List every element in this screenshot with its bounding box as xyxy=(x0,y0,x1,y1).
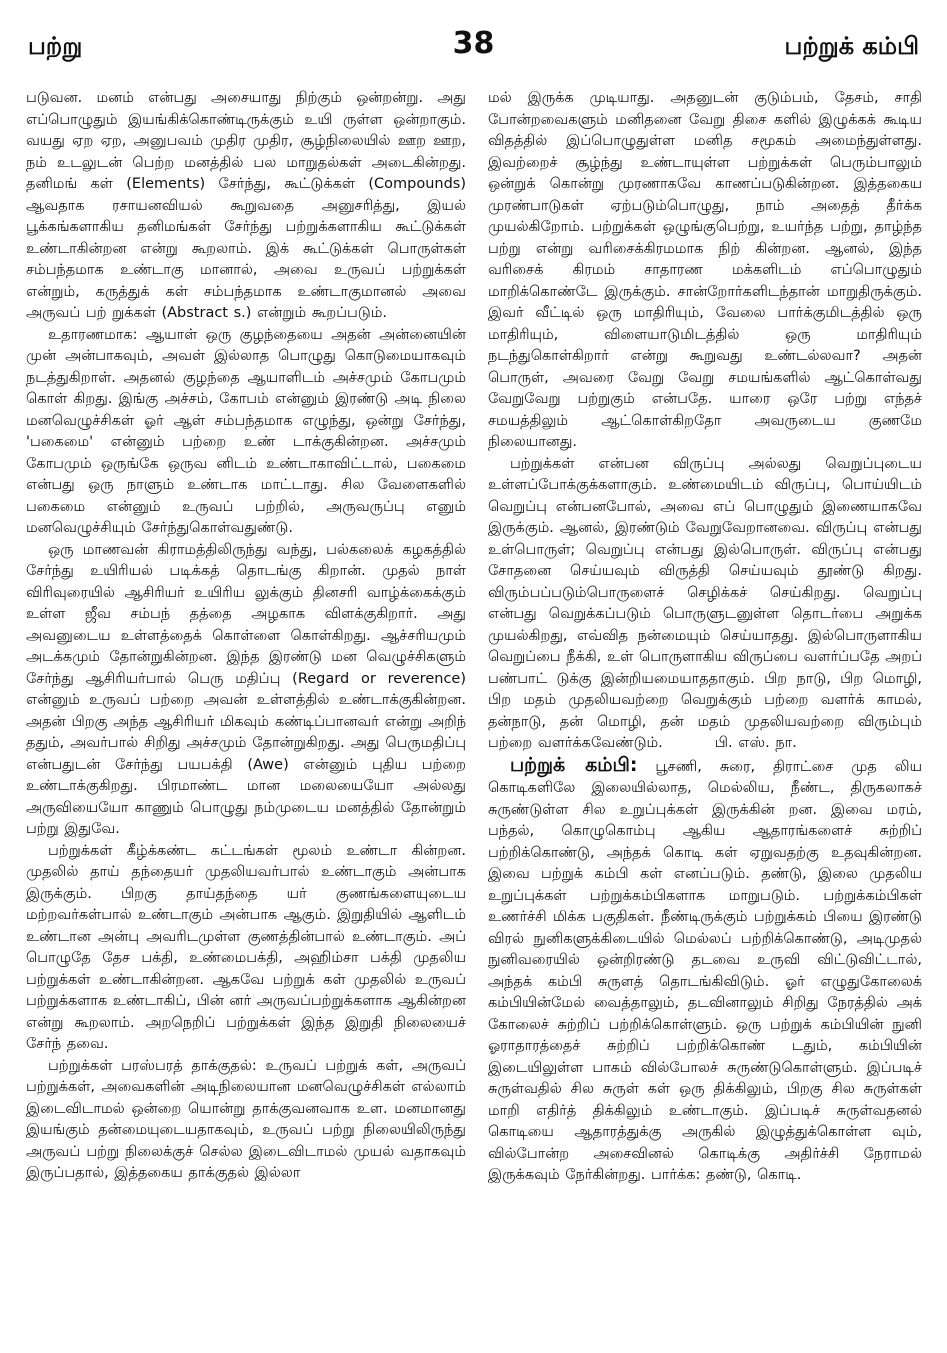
header-left-guideword: பற்று xyxy=(28,32,83,60)
author-signature: பி. எஸ். நா. xyxy=(714,735,797,751)
header-right-guideword: பற்றுக் கம்பி xyxy=(784,32,919,60)
paragraph: படுவன. மனம் என்பது அசையாது நிற்கும் ஒன்றன்று. அது எப்பொழுதும் இயங்கிக்கொண்டிருக்கும் உயி ருள்ள ஒன்றாகும். வயது ஏற ஏற, அனுபவம் முதிர முதிர, சூழ்நிலையில் ஊற ஊற, நம் உடலுடன் பெற்ற மனத்தில் பல மாறுதல்கள் அடைகின்றது. தனிமங் கள் (Elements) சேர்ந்து, கூட்டுக்கள் (Compounds) ஆவதாக ரசாயனவியல் கூறுவதை அனுசரித்து, இயல் பூக்கங்களாகிய தனிமங்கள் சேர்ந்து பற்றுக்களாகிய கூட்டுக்கள் உண்டாகின்றன என்று கூறலாம். இக் கூட்டுக்கள் பொருள்கள் சம்பந்தமாக உண்டாகு மானால், அவை உருவப் பற்றுக்கள் என்றும், கருத்துக் கள் சம்பந்தமாக உண்டாகுமானல் அவை அருவப் பற் றுக்கள் (Abstract s.) என்றும் கூறப்படும். xyxy=(26,90,466,321)
entry-paragraph xyxy=(488,755,922,1187)
page-header xyxy=(24,26,923,70)
paragraph xyxy=(488,454,922,755)
paragraph: ஒரு மாணவன் கிராமத்திலிருந்து வந்து, பல்கலைக் கழகத்தில் சேர்ந்து உயிரியல் படிக்கத் தொடங்கு கிறான். முதல் நாள் விரிவுரையில் ஆசிரியர் உயிரிய லுக்கும் தினசரி வாழ்க்கைக்கும் உள்ள ஜீவ சம்பந் தத்தை அழகாக விளக்குகிறார். அது அவனுடைய உள்ளத்தைக் கொள்ளை கொள்கிறது. ஆச்சரியமும் அடக்கமும் தோன்றுகின்றன. இந்த இரண்டு மன வெழுச்சிகளும் சேர்ந்து ஆசிரியர்பால் பெரு மதிப்பு (Regard or reverence) என்னும் உருவப் பற்றை அவன் உள்ளத்தில் உண்டாக்குகின்றன. அதன் பிறகு அந்த ஆசிரியர் மிகவும் கண்டிப்பானவர் என்று அறிந் ததும், அவர்பால் சிறிது அச்சமும் தோன்றுகிறது. அது பெருமதிப்பு என்பதுடன் சேர்ந்து பயபக்தி (Awe) என்னும் புதிய பற்றை உண்டாக்குகிறது. பிரமாண்ட மான மலையையோ அல்லது அருவியையோ காணும் பொழுது நம்முடைய மனத்தில் தோன்றும் பற்று இதுவே. xyxy=(26,541,466,837)
paragraph: பற்றுக்கள் பரஸ்பரத் தாக்குதல்: உருவப் பற்றுக் கள், அருவப் பற்றுக்கள், அவைகளின் அடிநிலையான மனவெழுச்சிகள் எல்லாம் இடைவிடாமல் ஒன்றை யொன்று தாக்குவனவாக உள. மனமானது இயங்கும் தன்மையுடையதாகவும், உருவப் பற்று நிலையிலிருந்து அருவப் பற்று நிலைக்குச் செல்ல இடைவிடாமல் முயல் வதாகவும் இருப்பதால், இத்தகைய தாக்குதல் இல்லா xyxy=(26,1057,466,1181)
page-number: 38 xyxy=(452,26,495,61)
paragraph: உதாரணமாக: ஆயாள் ஒரு குழந்தையை அதன் அன்னையின் முன் அன்பாகவும், அவள் இல்லாத பொழுது கொடுமையாகவும் நடத்துகிறாள். அதனல் குழந்தை ஆயாளிடம் அச்சமும் கோபமும் கொள் கிறது. இங்கு அச்சம், கோபம் என்னும் இரண்டு அடி நிலை மனவெழுச்சிகள் ஓர் ஆள் சம்பந்தமாக எழுந்து, ஒன்று சேர்ந்து, 'பகைமை' என்னும் பற்றை உண் டாக்குகின்றன. அச்சமும் கோபமும் ஒருங்கே ஒருவ னிடம் உண்டாகாவிட்டால், பகைமை என்பது ஒரு நாளும் உண்டாக மாட்டாது. சில வேளைகளில் பகைமை என்னும் உருவப் பற்றில், அருவருப்பு எனும் மனவெழுச்சியும் சேர்ந்துகொள்வதுண்டு. xyxy=(26,326,466,536)
right-column xyxy=(488,88,922,1187)
entry-headword: பற்றுக் கம்பி: xyxy=(510,753,638,776)
paragraph: பற்றுக்கள் கீழ்க்கண்ட கட்டங்கள் மூலம் உண்டா கின்றன. முதலில் தாய் தந்தையர் முதலியவர்பால் உண்டாகும் அன்பாக இருக்கும். பிறகு தாய்தந்தை யர் குணங்களையுடைய மற்றவர்கள்பால் உண்டாகும் அன்பாக ஆகும். இறுதியில் ஆளிடம் உண்டான அன்பு அவரிடமுள்ள குணத்தின்பால் உண்டாகும். அப் பொழுதே தேச பக்தி, உண்மைபக்தி, அஹிம்சா பக்தி முதலிய பற்றுக்கள் உண்டாகின்றன. ஆகவே பற்றுக் கள் முதலில் உருவப் பற்றுக்களாக உண்டாகிப், பின் னர் அருவப்பற்றுக்களாக ஆகின்றன என்று கூறலாம். அறநெறிப் பற்றுக்கள் இந்த இறுதி நிலையைச் சேர்ந் தவை. xyxy=(26,842,466,1052)
left-column xyxy=(26,88,466,1185)
paragraph-text: பற்றுக்கள் என்பன விருப்பு அல்லது வெறுப்புடைய உள்ளப்போக்குக்களாகும். உண்மையிடம் விருப்பு, பொய்யிடம் வெறுப்பு என்பனபோல், அவை எப் பொழுதும் இணையாகவே இருக்கும். ஆனல், இரண்டும் வேறுவேறானவை. விருப்பு என்பது உள்பொருள்; வெறுப்பு என்பது இல்பொருள். விருப்பு என்பது சோதனை செய்யவும் விருத்தி செய்யவும் தூண்டு கிறது. விரும்பப்படும்பொருளைச் செழிக்கச் செய்கிறது. வெறுப்பு என்பது வெறுக்கப்படும் பொருளுடனுள்ள தொடர்பை அறுக்க முயல்கிறது, எவ்வித நன்மையும் செய்யாதது. இல்பொருளாகிய வெறுப்பை நீக்கி, உள் பொருளாகிய விருப்பை வளர்ப்பதே அறப் பண்பாட் டுக்கு இன்றியமையாததாகும். பிற நாடு, பிற மொழி, பிற மதம் முதலியவற்றை வெறுக்கும் பற்றை வளர்க் காமல், தன்நாடு, தன் மொழி, தன் மதம் முதலியவற்றை விரும்பும் பற்றை வளர்க்கவேண்டும். xyxy=(488,455,922,751)
entry-text: பூசணி, சுரை, திராட்சை முத லிய கொடிகளிலே இலையில்லாத, மெல்லிய, நீண்ட, திருகலாகச் சுருண்டுள்ள சில உறுப்புக்கள் இருக்கின் றன. இவை மரம், பந்தல், கொழுகொம்பு ஆகிய ஆதாரங்களைச் சுற்றிப் பற்றிக்கொண்டு, அந்தக் கொடி கள் ஏறுவதற்கு உதவுகின்றன. இவை பற்றுக் கம்பி கள் எனப்படும். தண்டு, இலை முதலிய உறுப்புக்கள் பற்றுக்கம்பிகளாக மாறுபடும். பற்றுக்கம்பிகள் உணர்ச்சி மிக்க பகுதிகள். நீண்டிருக்கும் பற்றுக்கம் பியை இரண்டு விரல் நுனிகளுக்கிடையில் மெல்லப் பற்றிக்கொண்டு, அடிமுதல் நுனிவரையில் ஒன்றிரண்டு தடவை உருவி விட்டுவிட்டால், அந்தக் கம்பி சுருளத் தொடங்கிவிடும். ஓர் எழுதுகோலைக் கம்பியின்மேல் வைத்தாலும், தடவினாலும் சிறிது நேரத்தில் அக் கோலைச் சுற்றிப் பற்றிக்கொள்ளும். ஒரு பற்றுக் கம்பியின் நுனி ஓராதாரத்தைச் சுற்றிப் பற்றிக்கொண் டதும், கம்பியின் இடையிலுள்ள பாகம் வில்போலச் சுருண்டுகொள்ளும். இப்படிச் சுருள்வதில் சில சுருள் கள் ஒரு திக்கிலும், பிறகு சில சுருள்கள் மாறி எதிர்த் திக்கிலும் உண்டாகும். இப்படிச் சுருள்வதனல் கொடியை ஆதாரத்துக்கு அருகில் இழுத்துக்கொள்ள வும், வில்போன்ற அசைவினல் கொடிக்கு அதிர்ச்சி நேராமல் இருக்கவும் நேர்கின்றது. பார்க்க: தண்டு, கொடி. xyxy=(488,758,923,1183)
paragraph: மல் இருக்க முடியாது. அதனுடன் குடும்பம், தேசம், சாதி போன்றவைகளும் மனிதனை வேறு திசை களில் இழுக்கக் கூடிய விதத்தில் இப்பொழுதுள்ள மனித சமூகம் அமைந்துள்ளது. இவற்றைச் சூழ்ந்து உண்டாயுள்ள பற்றுக்கள் பெரும்பாலும் ஒன்றுக் கொன்று முரணாகவே காணப்படுகின்றன. இத்தகைய முரண்பாடுகள் ஏற்படும்பொழுது, நாம் அதைத் தீர்க்க முயல்கிறோம். பற்றுக்கள் ஒழுங்குபெற்று, உயர்ந்த பற்று, தாழ்ந்த பற்று என்று வரிசைக்கிரமமாக நிற் கின்றன. ஆனல், இந்த வரிசைக் கிரமம் சாதாரண மக்களிடம் எப்பொழுதும் மாறிக்கொண்டே இருக்கும். சான்றோர்களிடந்தான் மாறுதிருக்கும். இவர் வீட்டில் ஒரு மாதிரியும், வேலை பார்க்குமிடத்தில் ஒரு மாதிரியும், விளையாடுமிடத்தில் ஒரு மாதிரியும் நடந்துகொள்கிறார் என்று கூறுவது உண்டல்லவா? அதன் பொருள், அவரை வேறு வேறு சமயங்களில் ஆட்கொள்வது வேறுவேறு பற்றுகும் என்பதே. யாரை ஒரே பற்று எந்தச் சமயத்திலும் ஆட்கொள்கிறதோ அவருடைய குணமே நிலையானது. xyxy=(488,90,922,450)
